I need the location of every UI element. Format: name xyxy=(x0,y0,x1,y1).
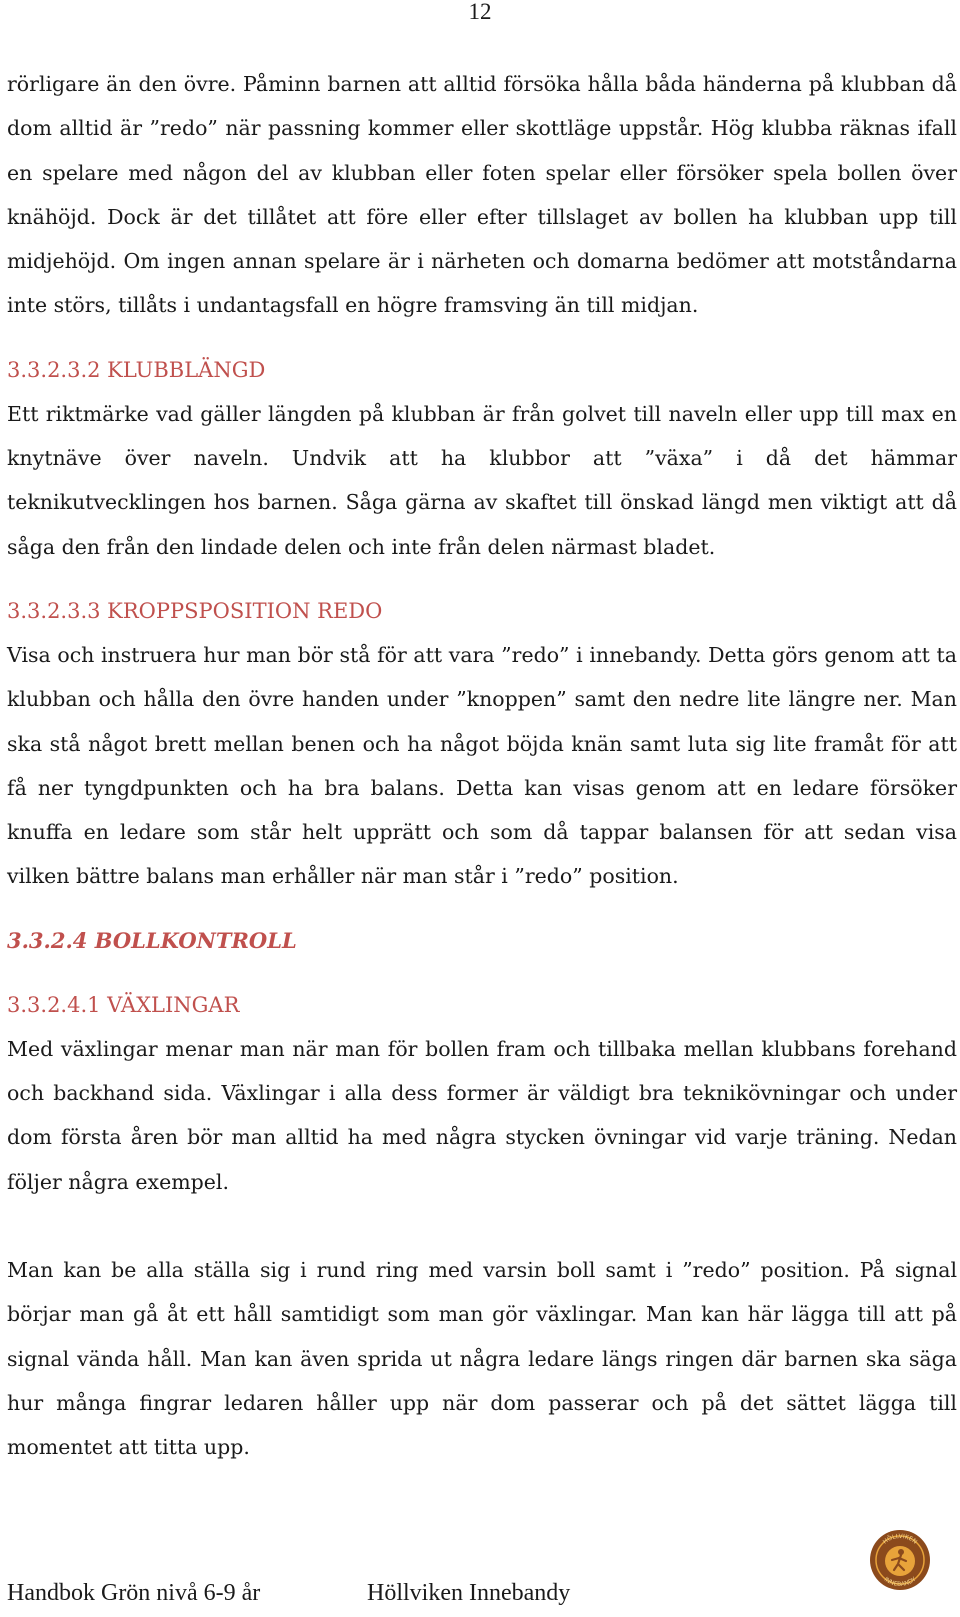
section-heading-kroppsposition: 3.3.2.3.3 KROPPSPOSITION REDO xyxy=(7,598,383,623)
paragraph-spacer xyxy=(7,1204,957,1248)
logo-bottom-text: INNEBANDY xyxy=(882,1575,918,1589)
page-number: 12 xyxy=(468,0,492,24)
footer-club-name: Höllviken Innebandy xyxy=(367,1580,571,1606)
paragraph: Visa och instruera hur man bör stå för att vara ”redo” i innebandy. Detta görs genom att ta klubban och hålla den övre handen under ”knoppen” samt den nedre lite längre ner. Man ska stå något brett mellan benen och ha något böjda knän samt luta sig lite framåt för att få ner tyngdpunkten och ha bra balans. Detta kan visas genom att en ledare försöker knuffa en ledare som står helt upprätt och som då tappar balansen för att sedan visa vilken bättre balans man erhåller när man står i ”redo” position. xyxy=(7,642,957,889)
section-heading-klubblangd: 3.3.2.3.2 KLUBBLÄNGD xyxy=(7,357,266,382)
section-heading-vaxlingar: 3.3.2.4.1 VÄXLINGAR xyxy=(7,992,240,1017)
paragraph: Med växlingar menar man när man för bollen fram och tillbaka mellan klubbans forehand och backhand sida. Växlingar i alla dess former är väldigt bra teknikövningar och under dom första åren bör man alltid ha med några stycken övningar vid varje träning. Nedan följer några exempel. xyxy=(7,1036,957,1194)
paragraph: rörligare än den övre. Påminn barnen att alltid försöka hålla båda händerna på klubban då dom alltid är ”redo” när passning kommer eller skottläge uppstår. Hög klubba räknas ifall en spelare med någon del av klubban eller foten spelar eller försöker spela bollen över knähöjd. Dock är det tillåtet att före eller efter tillslaget av bollen ha klubban upp till midjehöjd. Om ingen annan spelare är i närheten och domarna bedömer att motståndarna inte störs, tillåts i undantagsfall en högre framsving än till midjan. xyxy=(7,72,957,318)
paragraph: Ett riktmärke vad gäller längden på klubban är från golvet till naveln eller upp till max en knytnäve över naveln. Undvik att ha klubbor att ”växa” i då det hämmar teknikutvecklingen hos barnen. Såga gärna av skaftet till önskad längd men viktigt att då såga den från den lindade delen och inte från delen närmast bladet. xyxy=(7,401,957,559)
document-body xyxy=(7,62,957,1469)
page-footer xyxy=(7,1575,957,1610)
section-heading-bollkontroll: 3.3.2.4 BOLLKONTROLL xyxy=(7,927,297,953)
logo-top-text: HÖLLVIKEN xyxy=(881,1532,919,1546)
paragraph: Man kan be alla ställa sig i rund ring med varsin boll samt i ”redo” position. På signal börjar man gå åt ett håll samtidigt som man gör växlingar. Man kan här lägga till att på signal vända håll. Man kan även sprida ut några ledare längs ringen där barnen ska säga hur många fingrar ledaren håller upp när dom passerar och på det sättet lägga till momentet att titta upp. xyxy=(7,1257,957,1460)
footer-title: Handbok Grön nivå 6-9 år xyxy=(7,1580,261,1606)
